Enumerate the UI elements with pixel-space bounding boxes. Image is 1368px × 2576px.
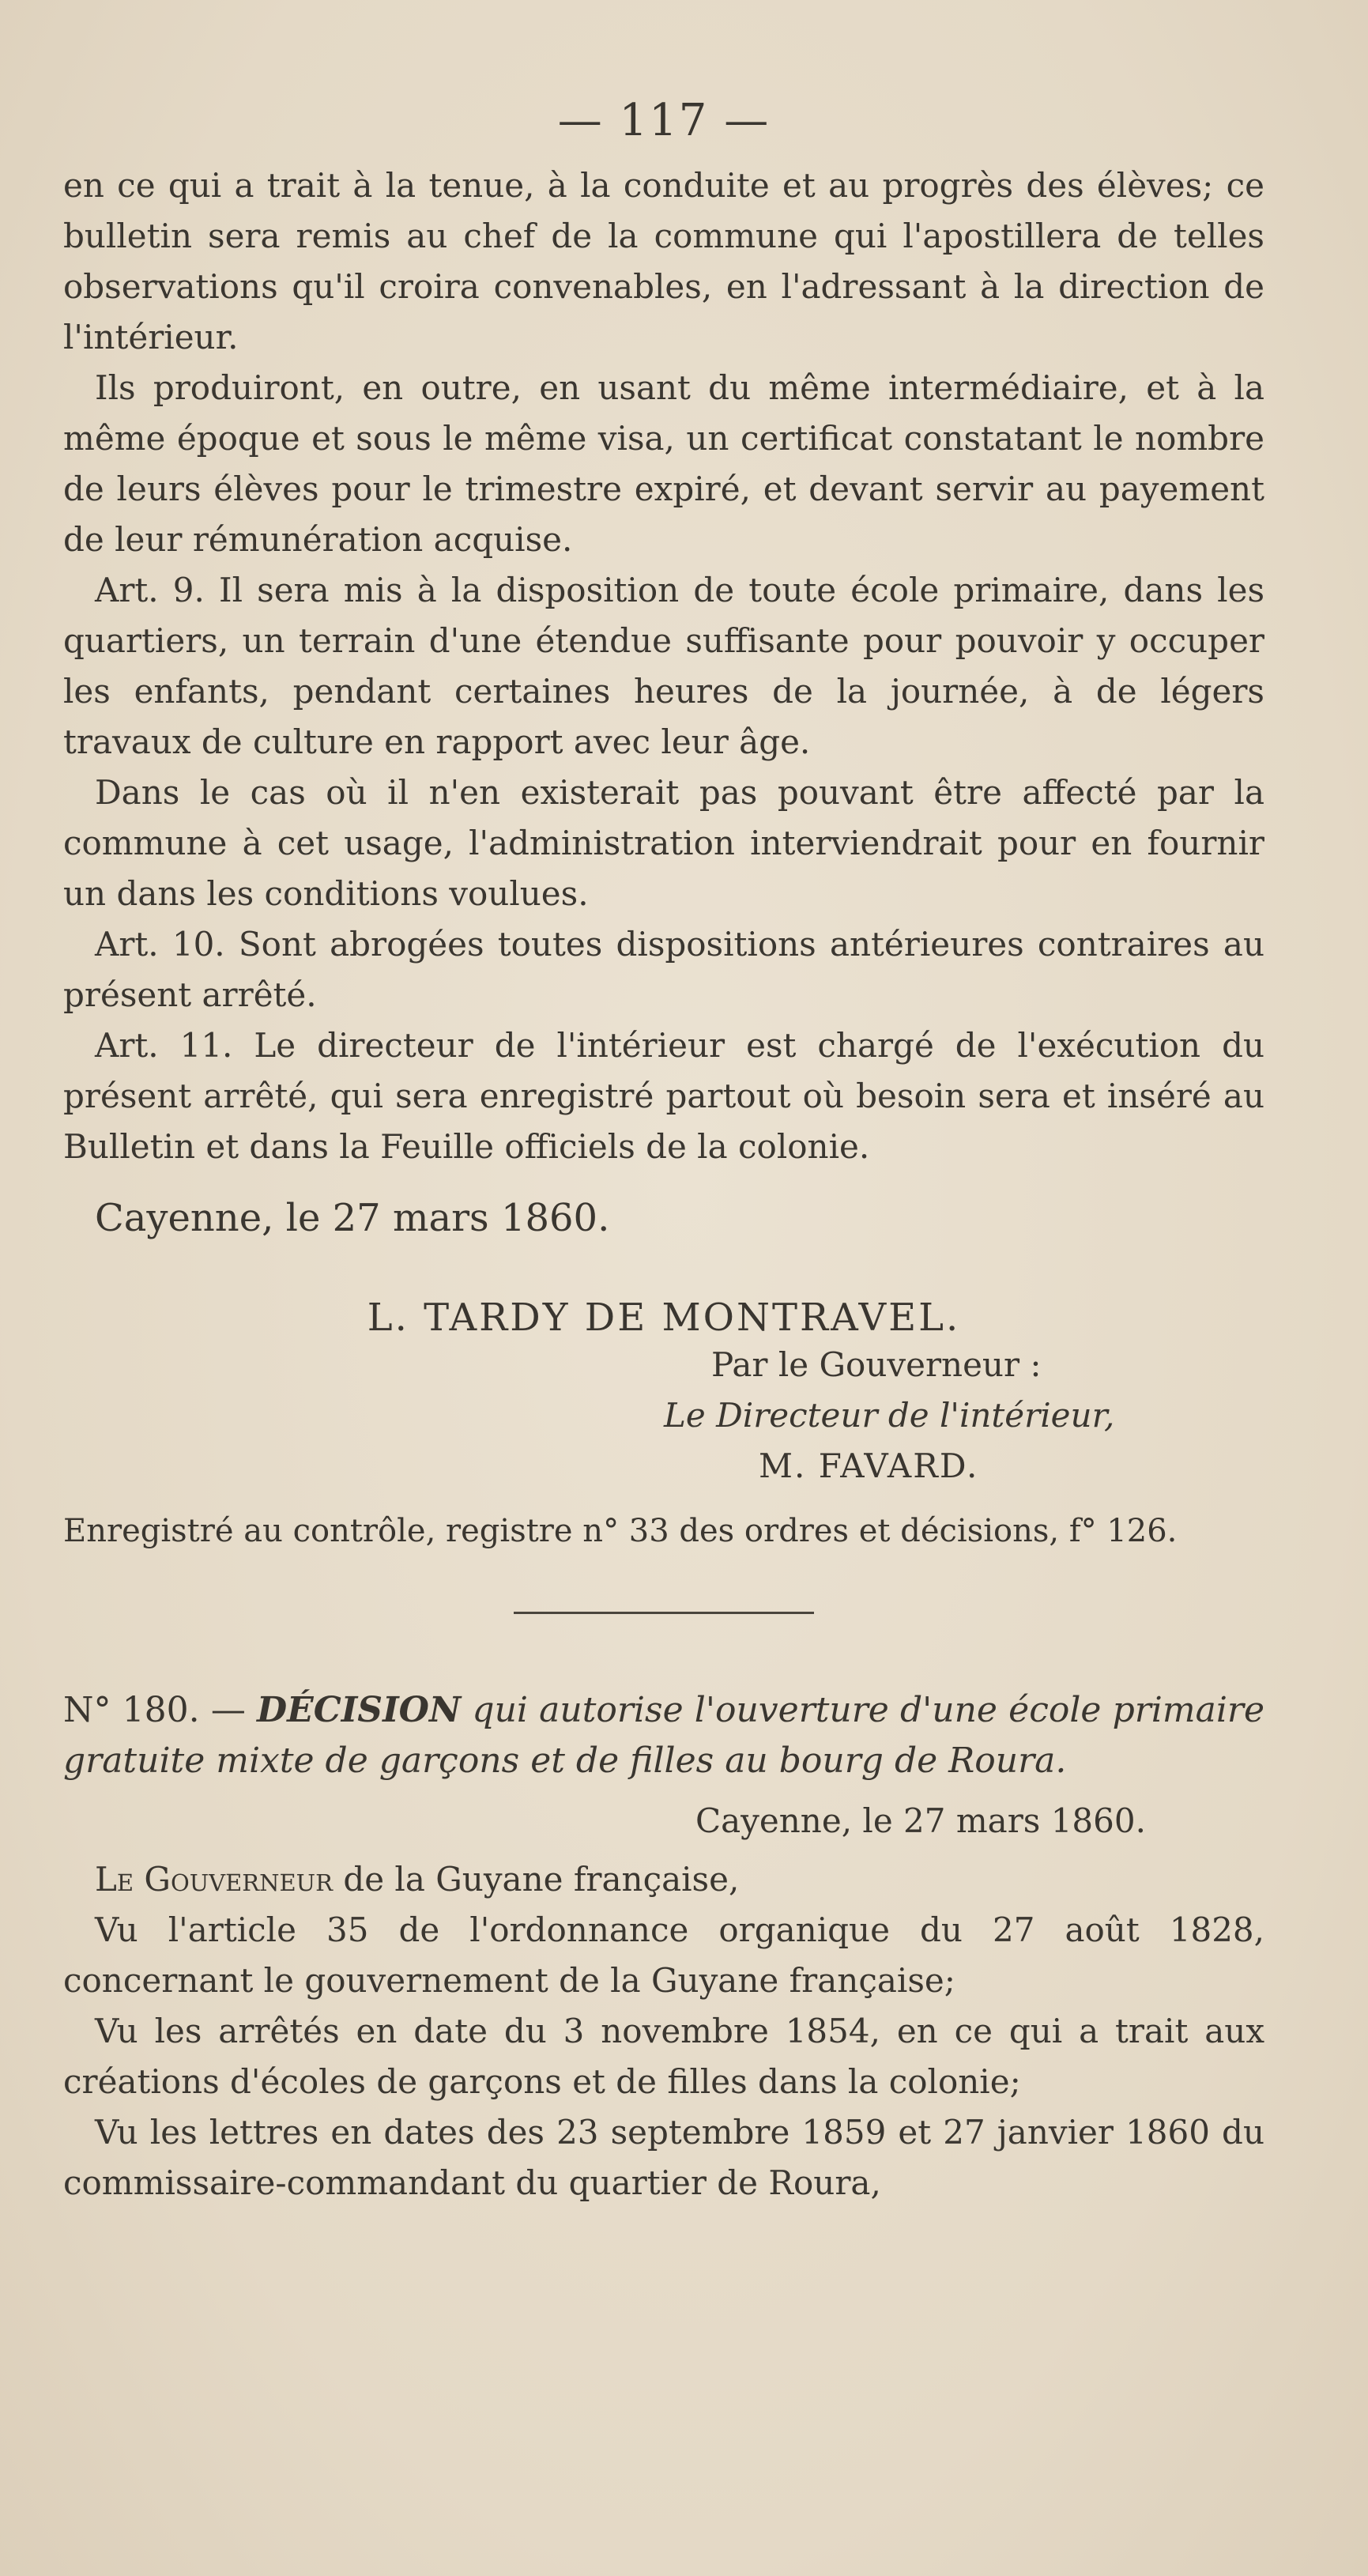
paragraph-continuation: en ce qui a trait à la tenue, à la conduite et au progrès des élèves; ce bulletin sera remis au chef de la commune qui l'apostillera de telles observations qu'il croira convenables, en l'adressant à la direction de l'intérieur. xyxy=(63,166,1264,356)
registry-note: Enregistré au contrôle, registre n° 33 des ordres et décisions, f° 126. xyxy=(63,1513,1178,1549)
signature-official: M. FAVARD. xyxy=(759,1446,979,1485)
closing-date: Cayenne, le 27 mars 1860. xyxy=(95,1196,610,1240)
paragraph-article-10: Art. 10. Sont abrogées toutes dispositions antérieures contraires au présent arrêté. xyxy=(63,925,1264,1014)
decision-title: DÉCISION xyxy=(257,1690,462,1730)
decision-heading xyxy=(63,1685,1264,1786)
consideration-1: Vu l'article 35 de l'ordonnance organique du 27 août 1828, concernant le gouvernement de la Guyane française; xyxy=(63,1910,1264,2000)
paragraph-article-11: Art. 11. Le directeur de l'intérieur est chargé de l'exécution du présent arrêté, qui sera enregistré partout où besoin sera et inséré au Bulletin et dans la Feuille officiels de la colonie. xyxy=(63,1026,1264,1166)
consideration-3: Vu les lettres en dates des 23 septembre 1859 et 27 janvier 1860 du commissaire-commandant du quartier de Roura, xyxy=(63,2113,1264,2202)
signature-role: Le Directeur de l'intérieur, xyxy=(664,1396,1115,1435)
decision-description: qui autorise l'ouverture d'une école primaire gratuite mixte de garçons et de filles au bourg de Roura. xyxy=(63,1690,1264,1781)
paragraph-article-9-continued: Dans le cas où il n'en existerait pas pouvant être affecté par la commune à cet usage, l'administration interviendrait pour en fournir un dans les conditions voulues. xyxy=(63,773,1264,913)
section-divider xyxy=(514,1612,814,1614)
signature-by-line: Par le Gouverneur : xyxy=(711,1345,1042,1384)
paragraph-certificate: Ils produiront, en outre, en usant du même intermédiaire, et à la même époque et sous le même visa, un certificat constatant le nombre de leurs élèves pour le trimestre expiré, et devant servir au payement de leur rémunération acquise. xyxy=(63,368,1264,559)
paragraph-article-9: Art. 9. Il sera mis à la disposition de toute école primaire, dans les quartiers, un terrain d'une étendue suffisante pour pouvoir y occuper les enfants, pendant certaines heures de la journée, à de légers travaux de culture en rapport avec leur âge. xyxy=(63,571,1264,761)
page-number: — 117 — xyxy=(557,95,771,146)
decision-number: N° 180. — xyxy=(63,1690,246,1730)
page-content xyxy=(63,95,1264,2208)
governor-line xyxy=(63,1854,1264,1905)
decision-date: Cayenne, le 27 mars 1860. xyxy=(695,1801,1146,1840)
signature-name: L. TARDY DE MONTRAVEL. xyxy=(367,1296,961,1340)
governor-rest: de la Guyane française, xyxy=(343,1860,740,1899)
governor-prefix: Le Gouverneur xyxy=(95,1860,333,1899)
consideration-2: Vu les arrêtés en date du 3 novembre 1854, en ce qui a trait aux créations d'écoles de garçons et de filles dans la colonie; xyxy=(63,2012,1264,2101)
